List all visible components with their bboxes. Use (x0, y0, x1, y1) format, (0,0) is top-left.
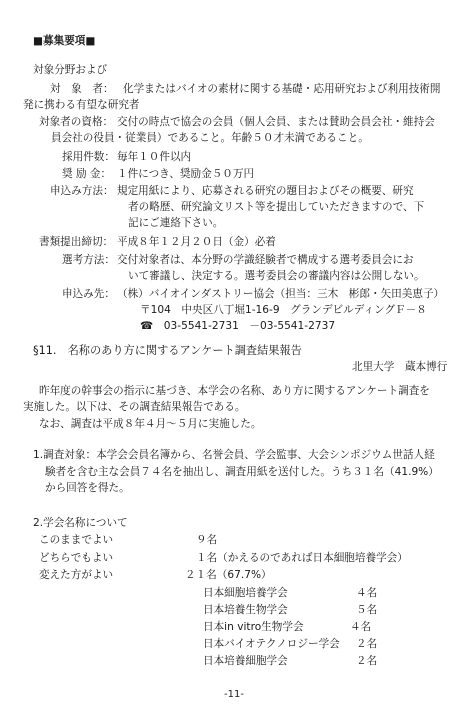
selection-line-2: いて審議し、決定する。選考委員会の審議内容は公開しない。 (128, 270, 425, 282)
apply-label: 申込み方法： (50, 185, 114, 197)
survey-label: 変えた方がよい (39, 569, 114, 581)
qualification-label: 対象者の資格： (39, 116, 114, 128)
name-option: 日本in vitro生物学会 (203, 621, 304, 633)
target-line-2: 発に携わる有望な研究者 (23, 99, 140, 111)
page-number: -11- (224, 689, 244, 700)
recruitment-heading: ■募集要項■ (33, 35, 96, 47)
target-line-1: 化学またはバイオの素材に関する基礎・応用研究および利用技術開 (123, 83, 441, 95)
name-option-count: ２名 (356, 638, 378, 650)
item-1-line-2: 験者を含む主な会員７４名を抽出し、調査用紙を送付した。うち３１名（41.9%） (45, 466, 439, 478)
name-option-count: ２名 (356, 655, 378, 667)
survey-value: ２１名（67.7%） (185, 569, 272, 581)
destination-label: 申込み先： (62, 288, 115, 300)
name-option: 日本培養生物学会 (203, 604, 288, 616)
deadline-label: 書類提出締切： (39, 236, 114, 248)
count-label: 採用件数： (62, 151, 115, 163)
apply-line-1: 規定用紙により、応募される研究の題目およびその概要、研究 (117, 185, 414, 197)
name-option: 日本培養細胞学会 (203, 655, 288, 667)
destination-address: 〒104 中央区八丁堀1-16-9 グランデビルディングＦ－８ (140, 304, 427, 316)
deadline-value: 平成８年１２月２０日（金）必着 (117, 236, 276, 248)
grant-value: １件につき、奨励金５０万円 (117, 168, 255, 180)
survey-value: １名（かえるのであれば日本細胞培養学会） (196, 552, 408, 564)
name-option: 日本細胞培養学会 (203, 587, 288, 599)
qualification-line-1: 交付の時点で協会の会員（個人会員、または賛助会員会社・維持会 (117, 116, 435, 128)
target-label: 対 象 者： (50, 83, 114, 95)
survey-label: このままでよい (39, 534, 114, 546)
selection-line-1: 交付対象者は、本分野の学識経験者で構成する選考委員会にお (117, 254, 414, 266)
selection-label: 選考方法： (62, 254, 115, 266)
field-title: 対象分野および (33, 64, 108, 76)
section-title: §11. 名称のあり方に関するアンケート調査結果報告 (33, 344, 302, 357)
name-option-count: ４名 (356, 587, 378, 599)
item-1-line-3: から回答を得た。 (45, 482, 130, 494)
count-value: 毎年１０件以内 (117, 151, 192, 163)
paragraph-1-line-2: 実施した。以下は、その調査結果報告である。 (23, 401, 246, 413)
apply-line-3: 記にご連絡下さい。 (128, 217, 224, 229)
paragraph-1-line-1: 昨年度の幹事会の指示に基づき、本学会の名称、あり方に関するアンケート調査を (39, 385, 430, 397)
destination-phone: ☎ 03-5541-2731 －03-5541-2737 (140, 320, 336, 332)
destination-line-1: （株）バイオインダストリー協会（担当：三木 彬郎・矢田美恵子） (117, 288, 445, 300)
item-1-line-1: 1.調査対象：本学会会員名簿から、名誉会員、学会監事、大会シンポジウム世話人経 (33, 449, 435, 461)
name-option-count: ４名 (350, 621, 372, 633)
survey-label: どちらでもよい (39, 552, 114, 564)
name-option-count: ５名 (356, 604, 378, 616)
name-option: 日本バイオテクノロジー学会 (203, 638, 340, 650)
qualification-line-2: 員会社の役員・従業員）であること。年齢５０才未満であること。 (51, 132, 369, 144)
paragraph-2: なお、調査は平成８年４月～５月に実施した。 (39, 418, 262, 430)
survey-value: ９名 (196, 534, 218, 546)
item-2-title: 2.学会名称について (33, 517, 128, 529)
apply-line-2: 者の略歴、研究論文リスト等を提出していただきますので、下 (128, 201, 425, 213)
section-author: 北里大学 蔵本博行 (352, 361, 448, 373)
grant-label: 奨 励 金： (62, 168, 112, 180)
